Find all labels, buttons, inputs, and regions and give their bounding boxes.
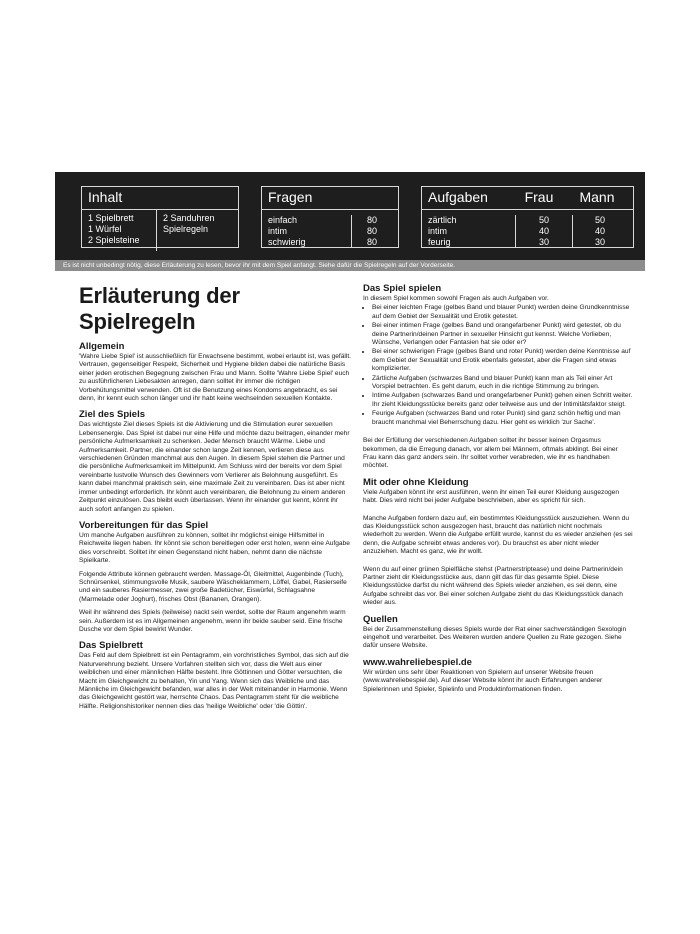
paragraph: Weil ihr während des Spiels (teilweise) nackt sein werdet, sollte der Raum angenehm warm sein. Außerdem ist es im Allgemeinen angenehm, wenn ihr beide sauber seid. Eine frische Dusche vor dem Spiel bewirkt Wunder. [79, 609, 346, 633]
paragraph: Viele Aufgaben könnt ihr erst ausführen, wenn ihr einen Teil eurer Kleidung ausgezogen habt. Dies wird nicht bei jeder Aufgabe beschrieben, aber es spricht für sich. [363, 488, 619, 505]
inhalt-item: 2 Sanduhren [163, 213, 215, 223]
inhalt-col1 [82, 210, 156, 251]
paragraph: Das Feld auf dem Spielbrett ist ein Pentagramm, ein vorchristliches Symbol, das sich auf die Naturverehrung bezieht. Unsere Vorfahren stellten sich vor, dass die Welt aus einer weiblichen und einer männlichen Hälfte besteht. Ihre Göttinnen und Götter versuchten, die Macht im Gleichgewicht zu behalten, Yin und Yang. Wenn sich das Weibliche und das Männliche im Gleichgewicht befanden, war alles in der Welt miteinander in Harmonie. Wenn das Gleichgewicht gestört war, herrschte Chaos. Das Pentagramm steht für die weibliche Hälfte. Religionshistoriker nennen dies das 'heilige Weibliche' oder 'die Göttin'. [79, 652, 349, 710]
aufgaben-header [422, 187, 633, 210]
aufgaben-row: zärtlich 50 50 [428, 215, 627, 226]
aufgaben-row: feurig 30 30 [428, 237, 627, 248]
contents-band [55, 172, 645, 260]
mann-header: Mann [579, 189, 615, 205]
inhalt-col2 [156, 210, 238, 251]
section-heading: Vorbereitungen für das Spiel [79, 519, 209, 531]
right-column [363, 277, 633, 716]
fragen-title: Fragen [262, 187, 398, 210]
fragen-row: schwierig 80 [268, 237, 392, 248]
section-heading: Quellen [363, 613, 398, 625]
inhalt-item: 2 Spielsteine [88, 235, 140, 245]
paragraph: 'Wahre Liebe Spiel' ist ausschließlich für Erwachsene bestimmt, wobei erlaubt ist, was gefällt. Vertrauen, gegenseitiger Respekt, Sicherheit und Hygiene bilden dabei die natürliche Basis einer jeden erotischen Begegnung zwischen Frau und Mann. Sollte 'Wahre Liebe Spiel' euch zu ausführlicheren Liebesakten anregen, dann solltet ihr immer die richtigen Vorbehütungsmittel verwenden. Oft ist die Benutzung eines Kondoms angebracht, es sei denn, ihr kennt euch schon länger und ihr habt keine wechselnden sexuellen Kontakte. [79, 353, 352, 403]
list-item: • Feurige Aufgaben (schwarzes Band und roter Punkt) sind ganz schön heftig und man braucht manchmal viel Beherrschung dazu. Hier geht es wirklich 'zur Sache'. [372, 410, 633, 427]
fragen-row: intim 80 [268, 226, 392, 237]
section-heading: Allgemein [79, 341, 125, 352]
paragraph: Wenn du auf einer grünen Spielfläche stehst (Partnerstriptease) und deine Partnerin/dein Partner zieht dir Kleidungsstücke aus, dann gilt das für das gesamte Spiel. Diese Kleidungsstücke darfst du nicht während des Spiels wieder anziehen, es sei denn, eine Aufgabe schreibt das vor. Bei einer solchen Aufgabe zieht du das Kleidungsstück danach wieder aus. [363, 565, 623, 607]
inhalt-item: 1 Würfel [88, 224, 122, 234]
left-column [79, 277, 351, 716]
paragraph: Bei der Zusammenstellung dieses Spiels wurde der Rat einer sachverständigen Sexologin eingeholt und verarbeitet. Des Weiteren wurden andere Quellen zu Rate gezogen. Siehe dafür unsere Website. [363, 625, 627, 650]
aufgaben-title: Aufgaben [428, 189, 488, 205]
inhalt-item: 1 Spielbrett [88, 213, 134, 223]
inhalt-title: Inhalt [82, 187, 238, 210]
page-title: Erläuterung der Spielregeln [79, 283, 240, 334]
list-item: • Bei einer intimen Frage (gelbes Band und orangefarbener Punkt) wird getestet, ob du deine Partnerin/deinen Partner in sexueller Hinsicht gut kennst. Welche Vorlieben, Wünsche, Verlangen oder Fantasien hat sie oder er? [372, 322, 633, 347]
list-item: • Bei einer leichten Frage (gelbes Band und blauer Punkt) werden deine Grundkenntnisse auf dem Gebiet der Sexualität und Erotik getestet. [372, 304, 633, 321]
aufgaben-box [421, 186, 634, 248]
paragraph: Um manche Aufgaben ausführen zu können, solltet ihr möglichst einige Hilfsmittel in Reichweite liegen haben. Ihr könnt sie schon bereitlegen oder erst holen, wenn eine Aufgabe dies vorschreibt. Solltet ihr einen Gegenstand nicht haben, nehmt dann die nächste Spielkarte. [79, 531, 350, 565]
section-heading: Mit oder ohne Kleidung [363, 476, 469, 488]
inhalt-item: Spielregeln [163, 224, 209, 234]
inhalt-box [81, 186, 239, 248]
rules-list [363, 304, 633, 427]
list-item: • Zärtliche Aufgaben (schwarzes Band und blauer Punkt) kann man als Teil einer Art Vorspiel betrachten. Es geht darum, euch in die richtige Stimmung zu bringen. [372, 375, 633, 392]
section-heading: Ziel des Spiels [79, 409, 145, 421]
paragraph: In diesem Spiel kommen sowohl Fragen als auch Aufgaben vor. [363, 295, 549, 302]
website-heading: www.wahreliebespiel.de [363, 656, 472, 668]
rules-sheet [55, 172, 645, 716]
section-heading: Das Spielbrett [79, 640, 143, 652]
notice-strip: Es ist nicht unbedingt nötig, diese Erläuterung zu lesen, bevor ihr mit dem Spiel anfangt. Siehe dafür die Spielregeln auf der Vorderseite. [55, 260, 645, 271]
fragen-box [261, 186, 399, 248]
list-item: • Intime Aufgaben (schwarzes Band und orangefarbener Punkt) gehen einen Schritt weiter. Ihr zieht Kleidungsstücke bereits ganz oder teilweise aus und der Intimitätsfaktor steigt. [372, 392, 633, 409]
list-item: • Bei einer schwierigen Frage (gelbes Band und roter Punkt) werden deine Kenntnisse auf dem Gebiet der Sexualität und Erotik ebenfalls getestet, aber die Fragen sind etwas komplizierter. [372, 348, 633, 373]
aufgaben-row: intim 40 40 [428, 226, 627, 237]
paragraph: Wir würden uns sehr über Reaktionen von Spielern auf unserer Website freuen (www.wahreliebespiel.de). Auf dieser Website könnt ihr auch Erfahrungen anderer Spielerinnen und Spieler, Spielinfo und Produktinformationen finden. [363, 668, 603, 693]
paragraph: Manche Aufgaben fordern dazu auf, ein bestimmtes Kleidungsstück auszuziehen. Wenn du das Kleidungsstück schon ausgezogen hast, braucht das natürlich nicht nochmals wiederholt zu werden. Wenn die Aufgabe erfüllt wurde, kannst du es wieder anziehen (es sei denn, die Aufgabe schreibt etwas anderes vor). Du brauchst es aber nicht wieder anzuziehen. Macht es ganz, wie ihr wollt. [363, 514, 633, 556]
section-heading: Das Spiel spielen [363, 283, 442, 294]
paragraph: Bei der Erfüllung der verschiedenen Aufgaben solltet ihr besser keinen Orgasmus bekommen, da die Erregung danach, vor allem bei Männern, oftmals abklingt. Bei einer Frau kann das ganz anders sein. Ihr solltet vorher verabreden, wie ihr es handhaben möchtet. [363, 437, 618, 470]
paragraph: Das wichtigste Ziel dieses Spiels ist die Aktivierung und die Stimulation eurer sexuellen Lebensenergie. Das Spiel ist dabei nur eine Hilfe und möchte dazu beitragen, einander mehr persönliche Aufmerksamkeit zu schenken. Jeder Mensch braucht Wärme. Liebe und Aufmerksamkeit. Partner, die einander schon lange Zeit kennen, verlieren diese aus verschiedenen Gründen manchmal aus den Augen. In diesem Spiel stehen die Partner und die persönliche Aufmerksamkeit im Mittelpunkt. Am Schluss wird der bereits vor dem Spiel vereinbarte lustvolle Wunsch des Gewinners vom Verlierer als Belohnung ausgeführt. Es kann dabei manchmal praktisch sein, eine maximale Zeit zu vereinbaren. Das ist aber nicht immer unbedingt erforderlich. Ihr könnt auch vereinbaren, die Belohnung zu einem anderen Zeitpunkt einzulösen. Das bleibt euch überlassen. Wenn ihr einander gut kennt, könnt ihr auch sofort anfangen zu spielen. [79, 421, 350, 513]
frau-header: Frau [524, 189, 554, 205]
fragen-row: einfach 80 [268, 215, 392, 226]
paragraph: Folgende Attribute können gebraucht werden. Massage-Öl, Gleitmittel, Augenbinde (Tuch), Schnürsenkel, stimmungsvolle Musik, saubere Wäscheklammern, Löffel, Gabel, Rasierseife und ein sauberes Rasiermesser, zwei große Badetücher, Eiswürfel, Schlagsahne (Marmelade oder Joghurt), frisches Obst (Bananen, Orangen). [79, 570, 347, 603]
